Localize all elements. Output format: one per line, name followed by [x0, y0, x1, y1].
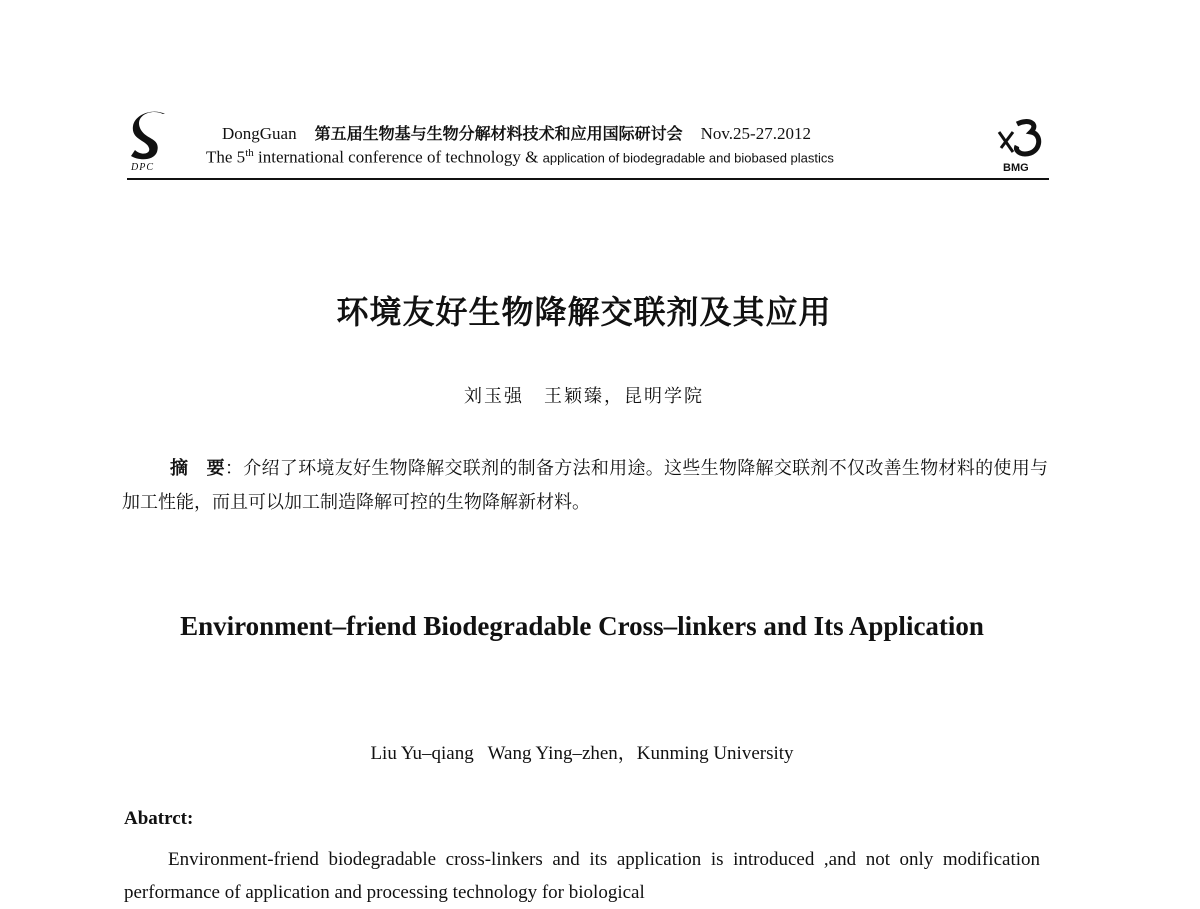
title-english: Environment–friend Biodegradable Cross–linkers and Its Application: [180, 611, 984, 641]
header-line2-sup: th: [245, 147, 254, 159]
abstract-chinese-label: 摘 要: [170, 458, 225, 479]
header-line2-small: application of biodegradable and biobased plastics: [542, 150, 834, 166]
header-city: DongGuan: [222, 124, 297, 143]
bmg-logo-text: BMG: [1003, 162, 1029, 174]
authors-chinese: 刘玉强 王颖臻，昆明学院: [464, 386, 704, 407]
abstract-chinese-text: ：介绍了环境友好生物降解交联剂的制备方法和用途。这些生物降解交联剂不仅改善生物材料的使用与加工性能，而且可以加工制造降解可控的生物降解新材料。: [122, 458, 1049, 513]
header-line2-mid: international conference of technology &: [253, 147, 543, 167]
header-rule: [127, 178, 1049, 180]
header-conference-cn: 第五届生物基与生物分解材料技术和应用国际研讨会: [314, 124, 683, 143]
abstract-english-label: Abatrct:: [124, 808, 194, 829]
authors-english: Liu Yu–qiang Wang Ying–zhen，Kunming University: [370, 743, 794, 764]
header-line-2: [206, 147, 834, 168]
abstract-english-text: Environment-friend biodegradable cross-linkers and its application is introduced ,and not only modification performance of application and processing technology for biological: [124, 849, 1040, 903]
abstract-chinese: [122, 452, 1048, 520]
dpc-logo-text: DPC: [131, 162, 154, 173]
dpc-logo: [127, 110, 175, 176]
header-line-1: [222, 121, 811, 144]
header-line2-prefix: The 5: [206, 147, 246, 167]
dpc-s-logo-icon: [127, 110, 175, 164]
bmg-logo: [995, 118, 1047, 176]
header-dates: Nov.25-27.2012: [700, 124, 811, 143]
title-chinese: 环境友好生物降解交联剂及其应用: [336, 293, 832, 331]
bmg-mark-icon: [995, 118, 1047, 162]
